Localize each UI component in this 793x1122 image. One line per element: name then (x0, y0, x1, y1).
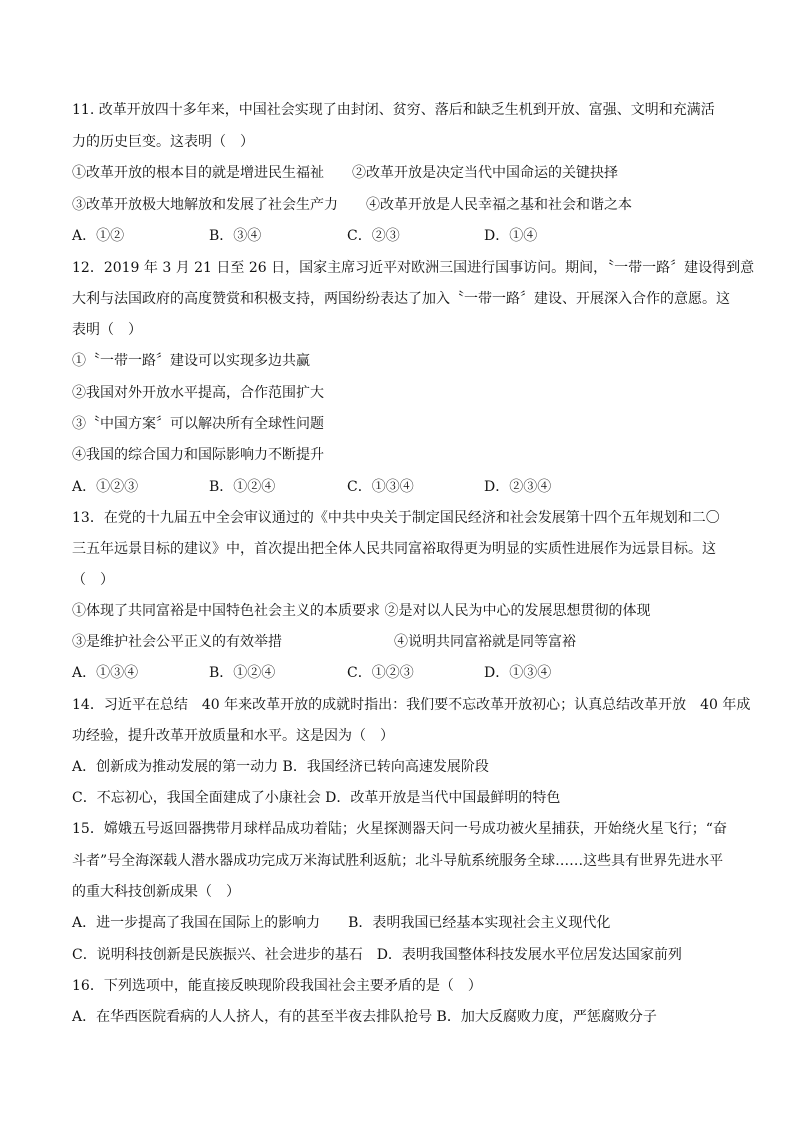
q12-option-d: D．②③④ (484, 479, 552, 495)
q11-option-d: D．①④ (484, 228, 538, 244)
q15-stem-line-1: 15．嫦娥五号返回器携带月球样品成功着陆；火星探测器天问一号成功被火星捕获，开始绕火星飞行；“奋 (72, 821, 727, 837)
q12-statement-3: ③〝中国方案〞可以解决所有全球性问题 (72, 416, 324, 432)
q13-option-d: D．①③④ (484, 665, 552, 681)
q15-options-line-2: C．说明科技创新是民族振兴、社会进步的基石 D．表明我国整体科技发展水平位居发达国家前列 (72, 947, 682, 963)
q12-stem-line-2: 大利与法国政府的高度赞赏和积极支持，两国纷纷表达了加入〝一带一路〞建设、开展深入合作的意愿。这 (72, 291, 730, 307)
q14-stem-line-2: 功经验，提升改革开放质量和水平。这是因为（ ） (72, 728, 394, 744)
q11-stem-line-1: 11. 改革开放四十多年来，中国社会实现了由封闭、贫穷、落后和缺乏生机到开放、富强、文明和充满活 (72, 102, 715, 118)
q16-options-line-1: A．在华西医院看病的人人挤人，有的甚至半夜去排队抢号 B．加大反腐败力度，严惩腐败分子 (72, 1009, 657, 1025)
q12-statement-2: ②我国对外开放水平提高，合作范围扩大 (72, 385, 324, 401)
q13-option-a: A．①③④ (72, 665, 139, 681)
q11-statement-1: ①改革开放的根本目的就是增进民生福祉 ②改革开放是决定当代中国命运的关键抉择 (72, 165, 618, 181)
q11-option-c: C．②③ (347, 228, 400, 244)
q12-option-b: B．①②④ (209, 479, 276, 495)
q13-statement-2: ③是维护社会公平正义的有效举措 ④说明共同富裕就是同等富裕 (72, 634, 576, 650)
q14-stem-line-1: 14．习近平在总结 40 年来改革开放的成就时指出：我们要不忘改革开放初心；认真总结改革开放 40 年成 (72, 697, 751, 713)
q13-stem-line-3: （ ） (72, 572, 114, 588)
q13-stem-line-1: 13．在党的十九届五中全会审议通过的《中共中央关于制定国民经济和社会发展第十四个五年规划和二〇 (72, 510, 720, 526)
q15-stem-line-2: 斗者”号全海深载人潜水器成功完成万米海试胜利返航；北斗导航系统服务全球……这些具有世界先进水平 (72, 853, 724, 869)
q12-option-a: A．①②③ (72, 479, 139, 495)
q12-stem-line-1: 12．2019 年 3 月 21 日至 26 日，国家主席习近平对欧洲三国进行国事访问。期间，〝一带一路〞建设得到意 (72, 260, 755, 276)
q13-option-c: C．①②③ (347, 665, 414, 681)
q15-stem-line-3: 的重大科技创新成果（ ） (72, 884, 240, 900)
q12-option-c: C．①③④ (347, 479, 414, 495)
q11-option-b: B．③④ (209, 228, 262, 244)
q12-statement-1: ①〝一带一路〞建设可以实现多边共赢 (72, 353, 310, 369)
q12-statement-4: ④我国的综合国力和国际影响力不断提升 (72, 447, 324, 463)
q14-options-line-2: C．不忘初心，我国全面建成了小康社会 D．改革开放是当代中国最鲜明的特色 (72, 790, 561, 806)
q13-stem-line-2: 三五年远景目标的建议》中，首次提出把全体人民共同富裕取得更为明显的实质性进展作为远景目标。这 (72, 541, 716, 557)
q15-options-line-1: A．进一步提高了我国在国际上的影响力 B．表明我国已经基本实现社会主义现代化 (72, 915, 611, 931)
q16-stem-line-1: 16．下列选项中，能直接反映现阶段我国社会主要矛盾的是（ ） (72, 978, 482, 994)
q11-statement-2: ③改革开放极大地解放和发展了社会生产力 ④改革开放是人民幸福之基和社会和谐之本 (72, 197, 632, 213)
q12-stem-line-3: 表明（ ） (72, 322, 142, 338)
q11-stem-line-2: 力的历史巨变。这表明（ ） (72, 134, 254, 150)
q11-option-a: A．①② (72, 228, 125, 244)
q13-statement-1: ①体现了共同富裕是中国特色社会主义的本质要求 ②是对以人民为中心的发展思想贯彻的体现 (72, 603, 651, 619)
q14-options-line-1: A．创新成为推动发展的第一动力 B．我国经济已转向高速发展阶段 (72, 759, 489, 775)
q13-option-b: B．①②④ (209, 665, 276, 681)
